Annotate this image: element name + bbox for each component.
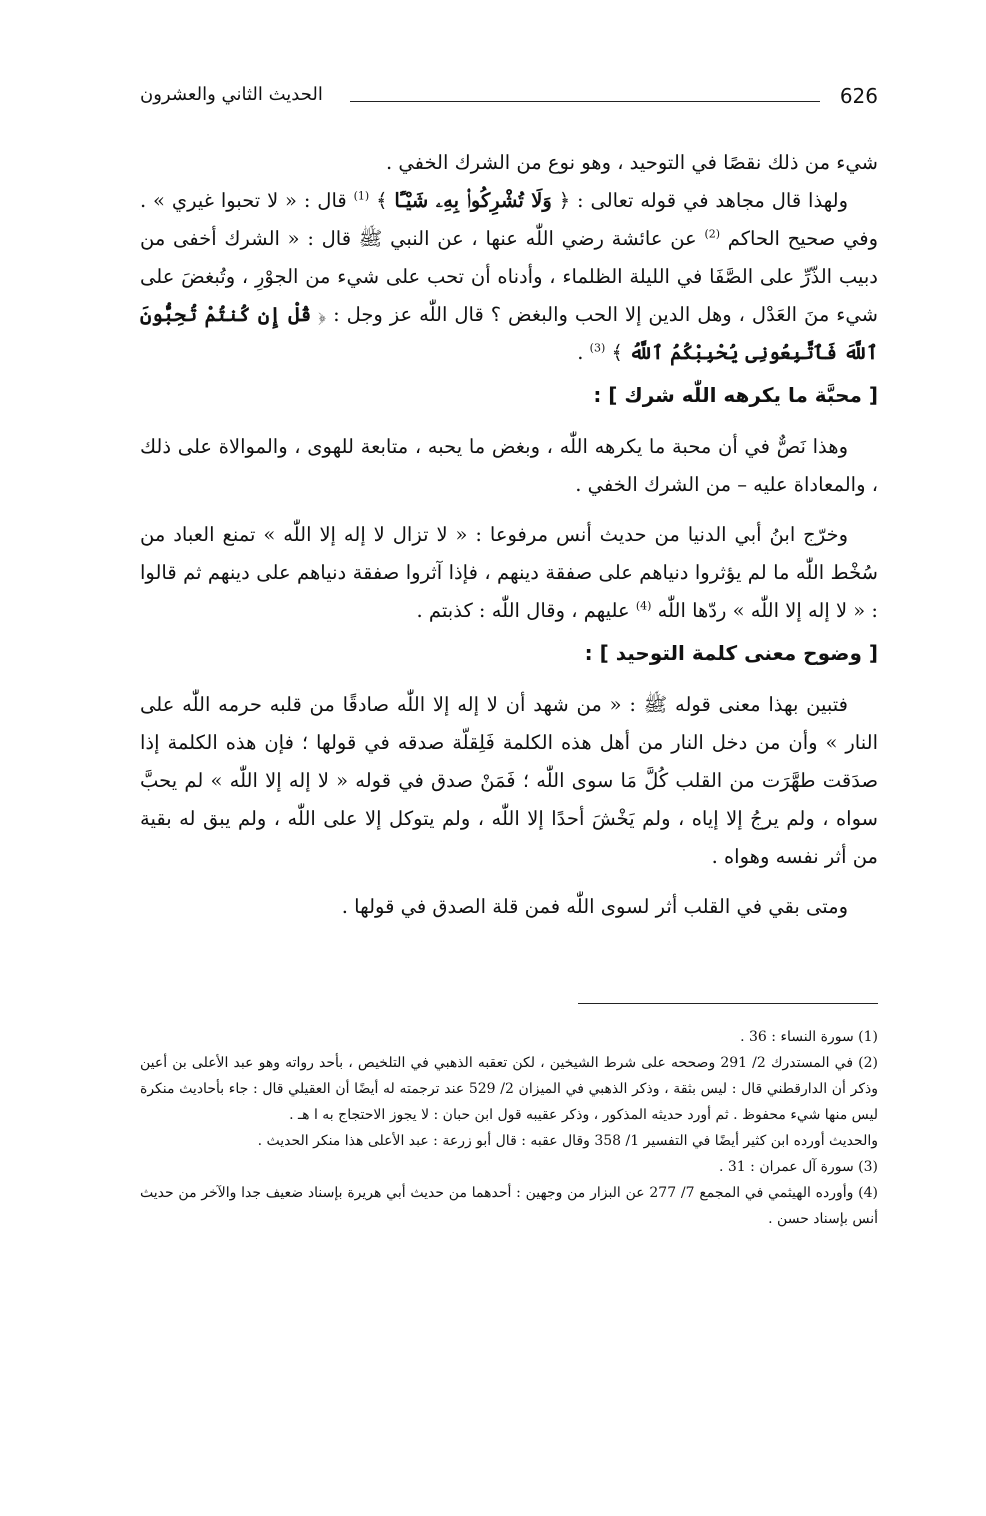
paragraph: ومتى بقي في القلب أثر لسوى اللّٰه فمن قلة الصدق في قولها .	[341, 895, 848, 918]
paragraph	[140, 516, 878, 630]
paragraph: فتبين بهذا معنى قوله ﷺ : « من شهد أن لا إله إلا اللّٰه صادقًا من قلبه حرمه اللّٰه على النار » وأن من دخل النار من أهل هذه الكلمة فَلِقلّة صدقه في قولها ؛ فإن هذه الكلمة إذا صدَقت طهَّرَت من القلب كُلَّ مَا سوى اللّٰه ؛ فَمَنْ صدق في قوله « لا إله إلا اللّٰه » لم يحبَّ سواه ، ولم يرجُ إلا إياه ، ولم يَخْشَ أحدًا إلا اللّٰه ، ولم يتوكل إلا على اللّٰه ، ولم يبق له بقية من أثر نفسه وهواه .	[140, 693, 878, 868]
footnote-ref: (2)	[704, 227, 721, 241]
footnote-ref: (3)	[589, 341, 606, 355]
footnote: (1) سورة النساء : 36 .	[740, 1029, 878, 1045]
paragraph-text: عليهم ، وقال اللّٰه : كذبتم .	[416, 599, 630, 622]
quran-bracket: ﴾	[376, 189, 388, 212]
page-number: 626	[839, 84, 878, 108]
paragraph: وهذا نَصٌّ في أن محبة ما يكرهه اللّٰه ، وبغض ما يحبه ، متابعة للهوى ، والموالاة على ذلك ، والمعاداة عليه – من الشرك الخفي .	[140, 435, 878, 496]
paragraph	[140, 182, 878, 372]
paragraph-text: عن عائشة رضي اللّٰه عنها ، عن النبي ﷺ قال : « الشرك أخفى من دبيب الذّرِّ على الصَّفَا في الليلة الظلماء ، وأدناه أن تحب على شيء من الجوْرِ ، وتُبغضَ على شيء منَ العَدْل ، وهل الدين إلا الحب والبغض ؟ قال اللّٰه عز وجل : ﴿	[140, 227, 879, 326]
footnote: (3) سورة آل عمران : 31 .	[718, 1159, 878, 1175]
footnote: (2) في المستدرك 2/ 291 وصححه على شرط الشيخين ، لكن تعقبه الذهبي في التلخيص ، بأحد رواته وهو عبد الأعلى بن أعين وذكر أن الدارقطني قال : ليس بثقة ، وذكر الذهبي في الميزان 2/ 529 عند ترجمته له أيضًا أن العقيلي قال : جاء بأحاديث منكرة ليس منها شيء محفوظ . ثم أورد حديثه المذكور ، وذكر عقيبه قول ابن حبان : لا يجوز الاحتجاج به ا هـ .	[140, 1055, 878, 1123]
footnote: (4) وأورده الهيثمي في المجمع 7/ 277 عن البزار من وجهين : أحدهما من حديث أبي هريرة بإسناد ضعيف جدا والآخر من حديث أنس بإسناد حسن .	[140, 1185, 879, 1227]
paragraph-text: ولهذا قال مجاهد في قوله تعالى : ﴿	[558, 189, 849, 212]
paragraph-text: قال : « لا تحبوا غيري » . وفي صحيح الحاكم	[140, 189, 879, 250]
footnote: والحديث أورده ابن كثير أيضًا في التفسير 1/ 358 وقال عقبه : قال أبو زرعة : عبد الأعلى هذا منكر الحديث .	[257, 1133, 878, 1149]
footnote-ref: (4)	[635, 599, 652, 613]
main-text	[140, 144, 878, 926]
paragraph-text: وخرّج ابنُ أبي الدنيا من حديث أنس مرفوعا : « لا تزال لا إله إلا اللّٰه » تمنع العباد من سُخْط اللّٰه ما لم يؤثروا دنياهم على صفقة دينهم ، فإذا آثروا صفقة دنياهم على دينهم ثم قالوا : « لا إله إلا اللّٰه » ردّها اللّٰه	[140, 523, 878, 622]
quran-verse: وَلَا تُشْرِكُوا۟ بِهِۦ شَيْـًٔا	[394, 189, 552, 212]
paragraph: شيء من ذلك نقصًا في التوحيد ، وهو نوع من الشرك الخفي .	[385, 151, 878, 174]
paragraph-text: .	[577, 341, 584, 364]
footnote-separator	[578, 1003, 878, 1004]
running-header	[140, 84, 878, 124]
section-heading: [ محبَّة ما يكرهه اللّٰه شرك ] :	[593, 383, 878, 407]
footnotes	[140, 1024, 878, 1232]
quran-verse: قُلْ إِن كُنتُمْ تُحِبُّونَ ٱللَّهَ فَٱتَّبِعُونِى يُحْبِبْكُمُ ٱللَّهُ	[140, 303, 878, 364]
section-heading: [ وضوح معنى كلمة التوحيد ] :	[584, 641, 878, 665]
running-title: الحديث الثاني والعشرون	[140, 84, 323, 105]
footnote-ref: (1)	[353, 189, 370, 203]
header-rule	[350, 101, 820, 102]
quran-bracket: ﴾	[611, 341, 623, 364]
